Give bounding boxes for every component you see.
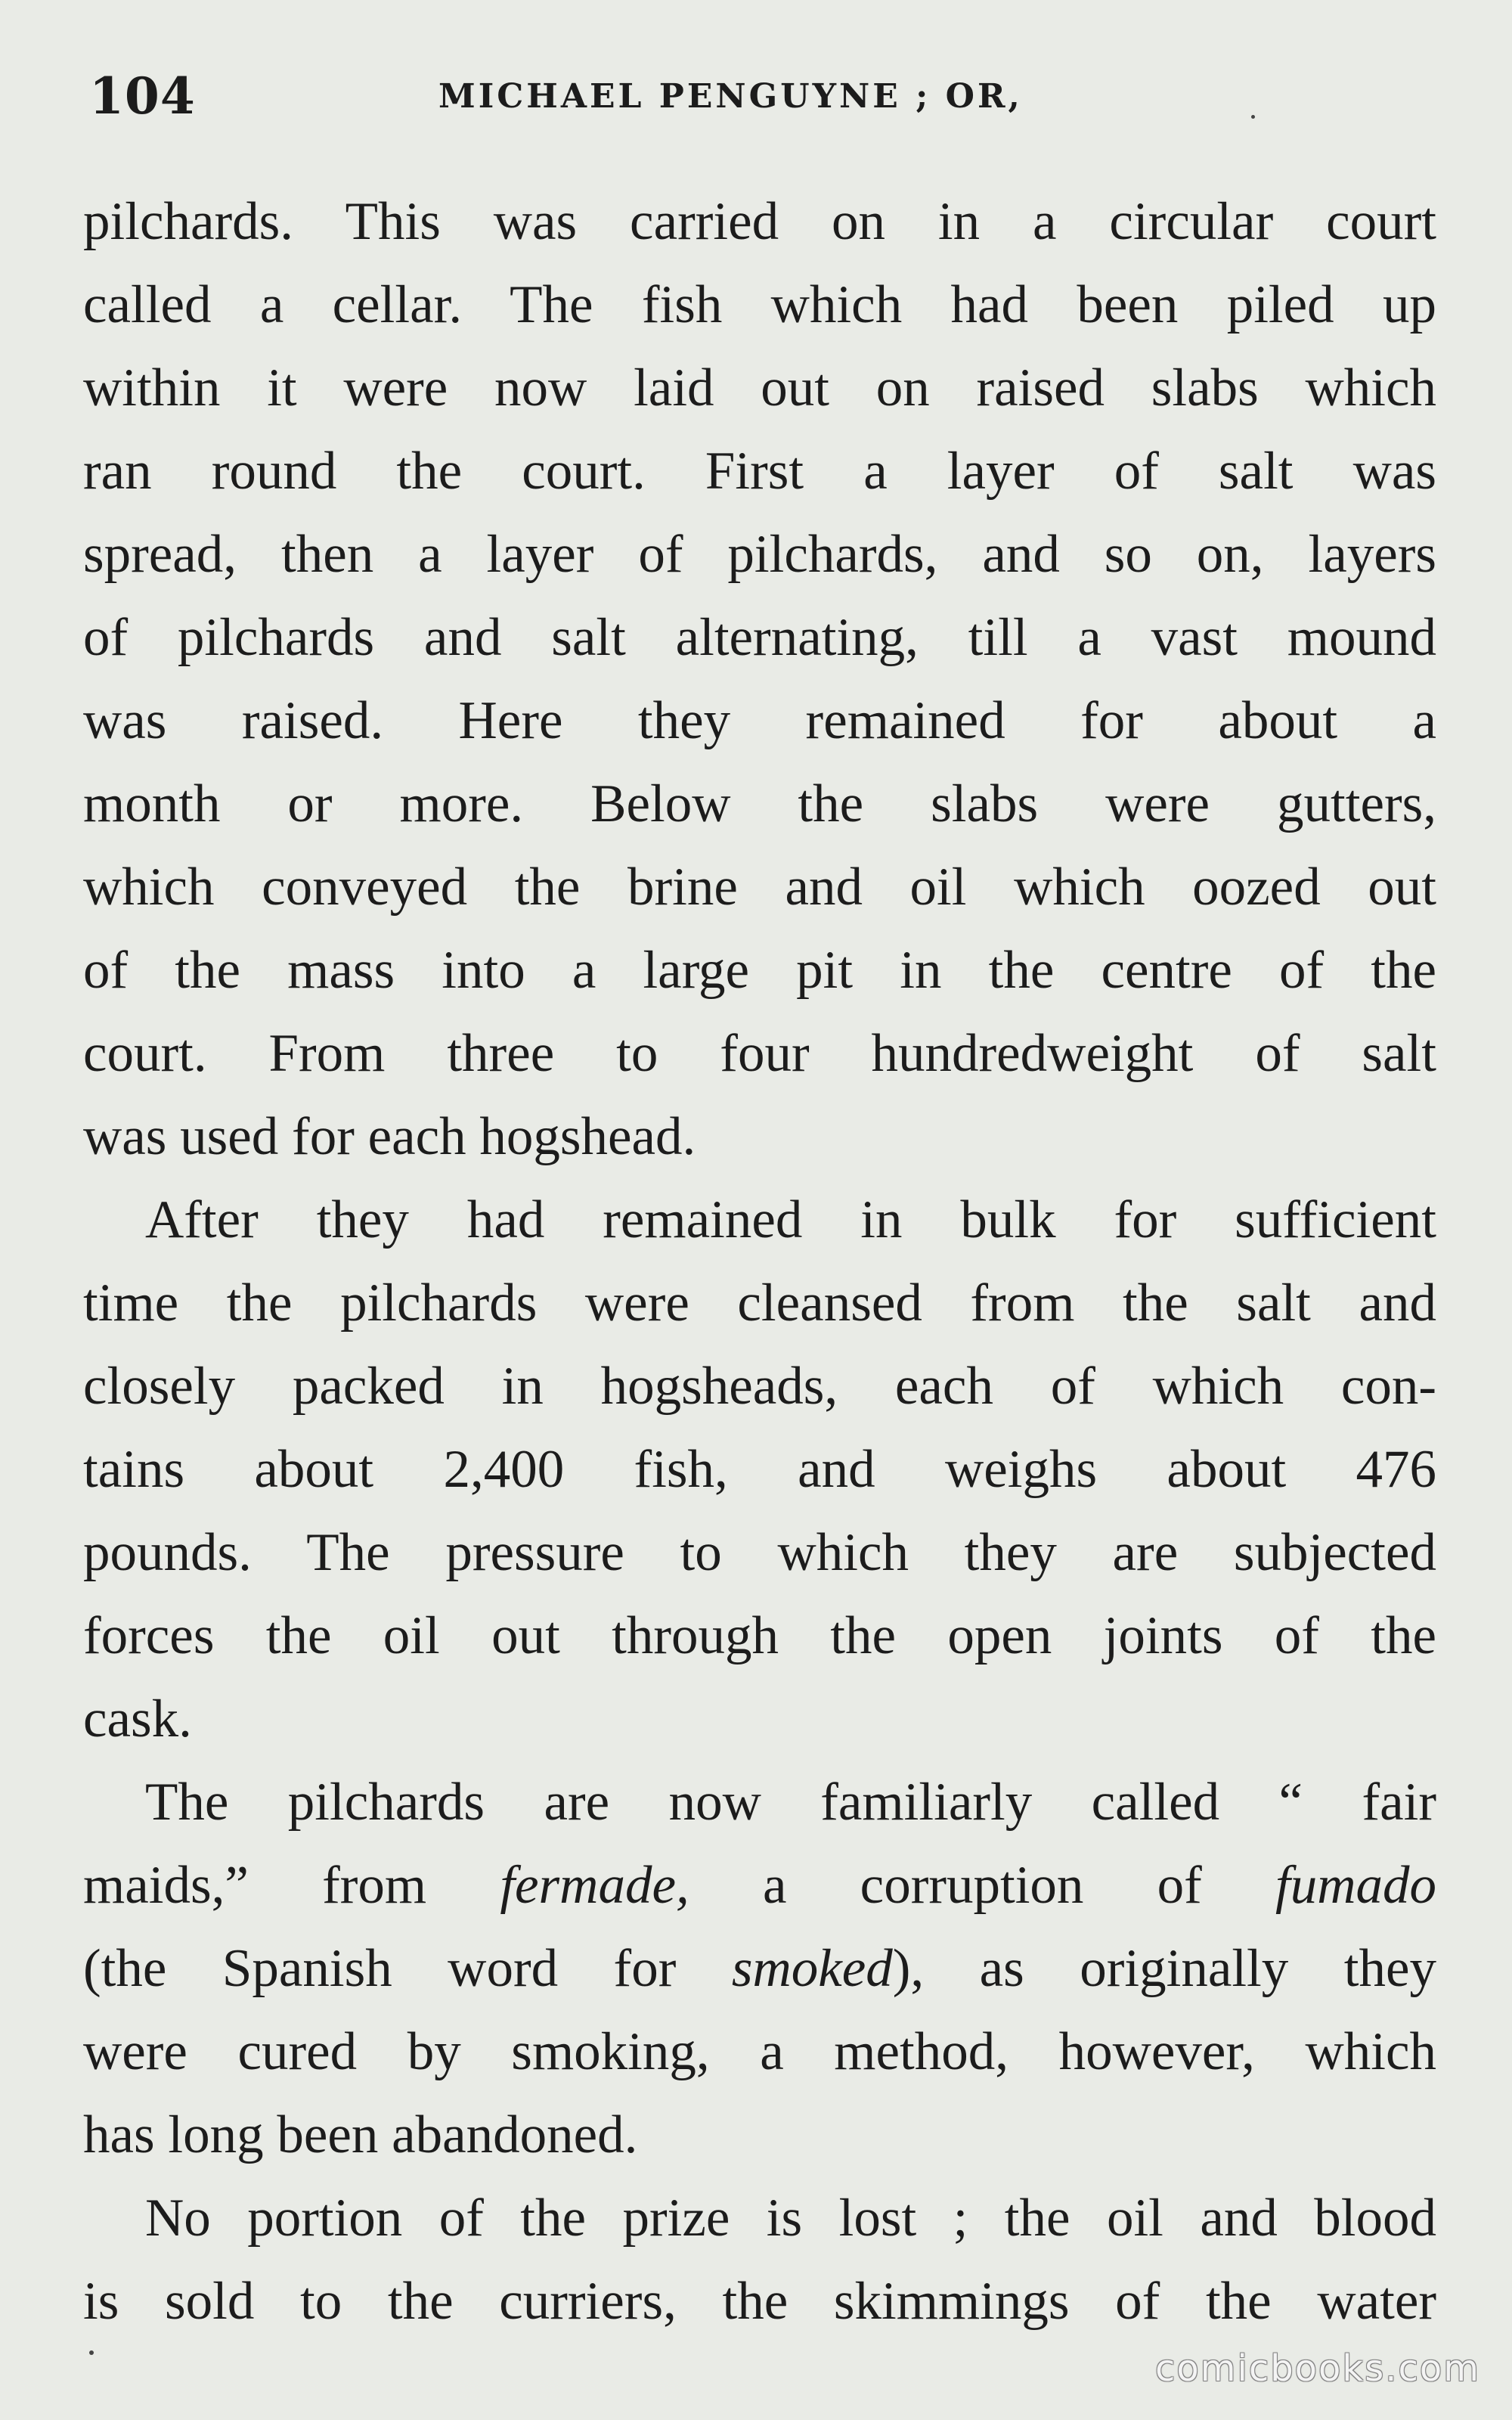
text-segment: maids,” from	[83, 1856, 500, 1915]
text-line: was used for each hogshead.	[83, 1107, 696, 1166]
paragraph-1	[83, 180, 1436, 1178]
print-speck	[89, 2350, 94, 2355]
body-text	[83, 180, 1436, 2343]
text-line: court. From three to four hundredweight of salt	[83, 1024, 1436, 1083]
running-title: MICHAEL PENGUYNE ; OR,	[438, 77, 1023, 116]
italic-word: smoked	[731, 1939, 893, 1998]
text-segment: (the Spanish word for	[83, 1939, 732, 1998]
paragraph-2	[83, 1178, 1436, 1761]
text-line: within it were now laid out on raised slabs which	[83, 358, 1436, 417]
italic-word: fumado	[1275, 1856, 1436, 1915]
text-line: tains about 2,400 fish, and weighs about 476	[83, 1440, 1436, 1499]
text-line: pounds. The pressure to which they are subjected	[83, 1523, 1436, 1582]
text-line: spread, then a layer of pilchards, and so on, layers	[83, 525, 1436, 584]
text-line: is sold to the curriers, the skimmings of the water	[83, 2272, 1436, 2331]
text-line: cask.	[83, 1689, 192, 1748]
paragraph-3	[83, 1761, 1436, 2176]
page-number: 104	[89, 67, 196, 126]
text-line: has long been abandoned.	[83, 2105, 638, 2164]
text-line: The pilchards are now familiarly called “ fair	[145, 1773, 1436, 1832]
text-segment: a corruption of	[689, 1856, 1275, 1915]
text-line: pilchards. This was carried on in a circular court	[83, 192, 1436, 251]
text-line: called a cellar. The fish which had been piled up	[83, 275, 1436, 334]
text-segment: ), as originally they	[892, 1939, 1436, 1998]
text-line	[83, 1927, 1436, 2010]
page-header	[89, 67, 1435, 135]
text-line: No portion of the prize is lost ; the oil and blood	[145, 2189, 1436, 2248]
italic-word: fermade,	[500, 1856, 689, 1915]
text-line: After they had remained in bulk for sufficient	[145, 1190, 1436, 1249]
text-line: was raised. Here they remained for about a	[83, 691, 1436, 750]
paragraph-4	[83, 2176, 1436, 2343]
text-line: ran round the court. First a layer of salt was	[83, 442, 1436, 501]
text-line: which conveyed the brine and oil which oozed out	[83, 858, 1436, 917]
text-line: of pilchards and salt alternating, till a vast mound	[83, 608, 1436, 667]
text-line: time the pilchards were cleansed from the salt and	[83, 1274, 1436, 1333]
text-line	[83, 1844, 1436, 1927]
text-line: were cured by smoking, a method, however, which	[83, 2022, 1436, 2081]
text-line: month or more. Below the slabs were gutters,	[83, 774, 1436, 833]
text-line: of the mass into a large pit in the centre of the	[83, 941, 1436, 1000]
text-line: closely packed in hogsheads, each of which con-	[83, 1357, 1436, 1416]
text-line: forces the oil out through the open joints of the	[83, 1606, 1436, 1665]
watermark: comicbooks.com	[1154, 2347, 1480, 2390]
print-speck	[1251, 115, 1255, 119]
